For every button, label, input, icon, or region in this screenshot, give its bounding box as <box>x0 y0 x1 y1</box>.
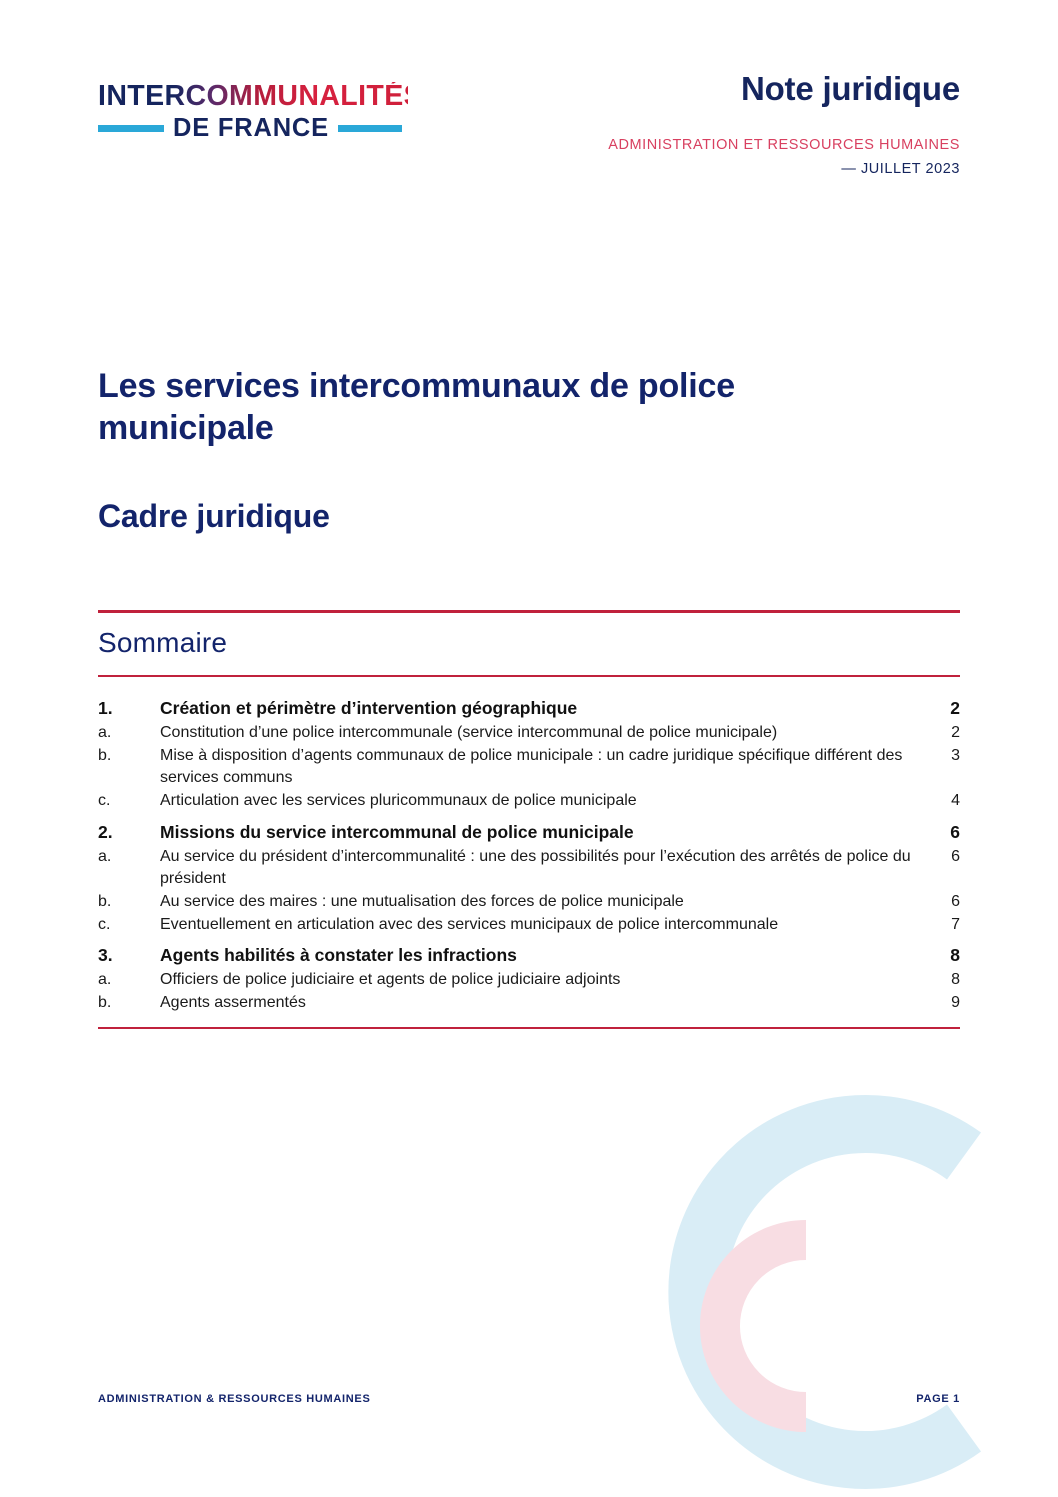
watermark-inner-arc <box>720 1240 806 1412</box>
brand-logo <box>98 80 424 142</box>
toc-entry-page: 6 <box>950 821 960 842</box>
toc-entry-page: 8 <box>951 971 960 989</box>
toc-entry-label: Agents habilités à constater les infractions <box>160 945 517 966</box>
toc-entry-marker: 3. <box>98 945 113 966</box>
toc-entry-marker: a. <box>98 723 112 741</box>
toc-entry-label: Officiers de police judiciaire et agents de police judiciaire adjoints <box>160 971 621 989</box>
toc-entry[interactable] <box>98 790 960 813</box>
page-footer <box>98 1393 960 1405</box>
toc-entry-page: 6 <box>951 893 960 910</box>
toc-entry[interactable] <box>98 969 960 992</box>
toc-entry-page: 2 <box>951 723 960 741</box>
brand-logo-line-1: INTERCOMMUNALITÉS <box>98 80 424 112</box>
toc-entry-label: Eventuellement en articulation avec des services municipaux de police intercommunale <box>160 915 779 933</box>
toc-entry-label: Constitution d’une police intercommunale (service intercommunal de police municipale) <box>160 723 778 741</box>
toc-entry-marker: a. <box>98 847 112 865</box>
toc-entry-marker: c. <box>98 792 111 809</box>
toc-entry-marker: b. <box>98 746 112 764</box>
page-header <box>0 0 1058 230</box>
toc-entry-page: 9 <box>951 994 960 1011</box>
brand-logo-line-2: DE FRANCE <box>173 113 329 142</box>
toc-entry-page: 4 <box>951 792 960 809</box>
watermark-outer-arc <box>697 1124 964 1460</box>
toc-entry-label: Missions du service intercommunal de police municipale <box>160 821 634 842</box>
toc-entry-marker: 2. <box>98 821 113 842</box>
toc-entry-list <box>98 677 960 1027</box>
toc-entry-marker: b. <box>98 994 112 1011</box>
toc-entry-label: Mise à disposition d’agents communaux de police municipale : un cadre juridique spécifique différent des services communs <box>160 746 903 787</box>
logo-dash-right-icon <box>338 125 402 132</box>
toc-entry-page: 7 <box>951 915 960 933</box>
toc-entry-page: 6 <box>951 847 960 865</box>
c-logo-watermark <box>560 1090 1058 1497</box>
footer-theme: ADMINISTRATION & RESSOURCES HUMAINES <box>98 1393 371 1405</box>
toc-entry-marker: a. <box>98 971 112 989</box>
footer-page-number: PAGE 1 <box>916 1393 960 1405</box>
toc-entry[interactable] <box>98 722 960 745</box>
toc-entry[interactable] <box>98 846 960 891</box>
toc-entry[interactable] <box>98 696 960 721</box>
document-kind: Note juridique <box>740 70 960 107</box>
page-subtitle: Cadre juridique <box>98 498 330 535</box>
logo-dash-left-icon <box>98 125 164 132</box>
toc-entry[interactable] <box>98 820 960 845</box>
toc-entry[interactable] <box>98 943 960 968</box>
toc-entry-label: Agents assermentés <box>160 994 306 1011</box>
page-title: Les services intercommunaux de police municipale <box>98 367 735 448</box>
header-meta <box>440 70 960 177</box>
document-theme: ADMINISTRATION ET RESSOURCES HUMAINES <box>608 136 960 153</box>
brand-logo-line-2-row <box>98 113 408 142</box>
toc-entry-label: Au service des maires : une mutualisation des forces de police municipale <box>160 893 684 910</box>
document-date: — JUILLET 2023 <box>841 160 960 177</box>
toc-entry[interactable] <box>98 992 960 1015</box>
toc-entry-marker: b. <box>98 893 112 910</box>
toc-entry[interactable] <box>98 891 960 914</box>
toc-entry-page: 3 <box>951 746 960 764</box>
toc-entry-label: Articulation avec les services pluricommunaux de police municipale <box>160 792 637 809</box>
toc-entry[interactable] <box>98 745 960 790</box>
toc-entry-label: Au service du président d’intercommunalité : une des possibilités pour l’exécution des arrêtés de police du président <box>160 847 911 888</box>
toc-entry-label: Création et périmètre d’intervention géographique <box>160 698 578 718</box>
toc-entry-marker: c. <box>98 915 111 933</box>
table-of-contents <box>98 610 960 1029</box>
toc-entry-page: 2 <box>950 698 960 718</box>
toc-rule-bottom <box>98 1027 960 1030</box>
toc-entry-page: 8 <box>950 945 960 966</box>
toc-entry[interactable] <box>98 914 960 937</box>
toc-entry-marker: 1. <box>98 698 113 718</box>
toc-heading: Sommaire <box>98 626 228 658</box>
title-block <box>98 365 828 536</box>
